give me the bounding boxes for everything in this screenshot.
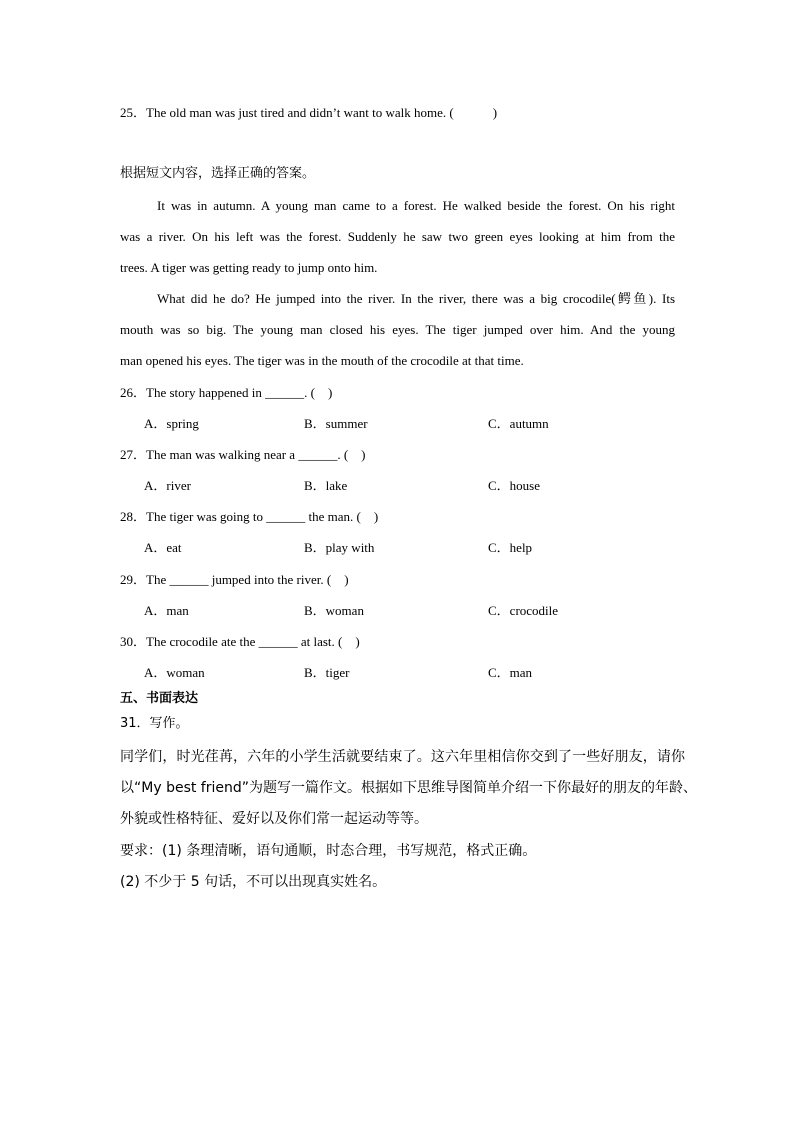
option-b: B．woman [304,603,364,618]
reading-instruction: 根据短文内容，选择正确的答案。 [120,166,316,181]
writing-prompt-line: 同学们，时光荏苒，六年的小学生活就要结束了。这六年里相信你交到了一些好朋友，请你 [120,749,685,765]
option-a: A．man [144,603,189,618]
passage-line: It was in autumn. A young man came to a forest. He walked beside the forest. On his right [157,198,675,213]
passage-line: trees. A tiger was getting ready to jump onto him. [120,260,378,275]
option-c: C．autumn [488,416,549,431]
option-b: B．summer [304,416,368,431]
passage-line: was a river. On his left was the forest. Suddenly he saw two green eyes looking at him from the [120,229,675,244]
writing-requirement: (2) 不少于 5 句话，不可以出现真实姓名。 [120,874,387,890]
question-31: 31．写作。 [120,716,189,731]
passage-line: man opened his eyes. The tiger was in the mouth of the crocodile at that time. [120,353,524,368]
option-c: C．crocodile [488,603,559,618]
question-26: 26．The story happened in ______. ( ) [120,385,333,400]
writing-prompt-line: 外貌或性格特征、爱好以及你们常一起运动等等。 [120,811,428,827]
option-a: A．spring [144,416,199,431]
option-c: C．man [488,665,533,680]
question-27: 27．The man was walking near a ______. ( ) [120,447,366,462]
passage-line: What did he do? He jumped into the river. In the river, there was a big crocodile(鳄鱼). Its [157,291,675,306]
writing-requirement: 要求：(1) 条理清晰，语句通顺，时态合理，书写规范，格式正确。 [120,843,537,859]
option-a: A．woman [144,665,205,680]
question-25: 25．The old man was just tired and didn’t want to walk home. ( ) [120,105,498,120]
option-a: A．eat [144,540,182,555]
passage-line: mouth was so big. The young man closed his eyes. The tiger jumped over him. And the young [120,322,675,337]
question-28: 28．The tiger was going to ______ the man. ( ) [120,509,379,524]
question-29: 29．The ______ jumped into the river. ( ) [120,572,349,587]
writing-prompt-line: 以“My best friend”为题写一篇作文。根据如下思维导图简单介绍一下你最好的朋友的年龄、 [120,780,697,796]
option-b: B．tiger [304,665,350,680]
question-30: 30．The crocodile ate the ______ at last. ( ) [120,634,360,649]
section-title: 五、书面表达 [120,691,199,706]
option-c: C．house [488,478,541,493]
option-a: A．river [144,478,191,493]
option-c: C．help [488,540,533,555]
option-b: B．lake [304,478,348,493]
option-b: B．play with [304,540,375,555]
